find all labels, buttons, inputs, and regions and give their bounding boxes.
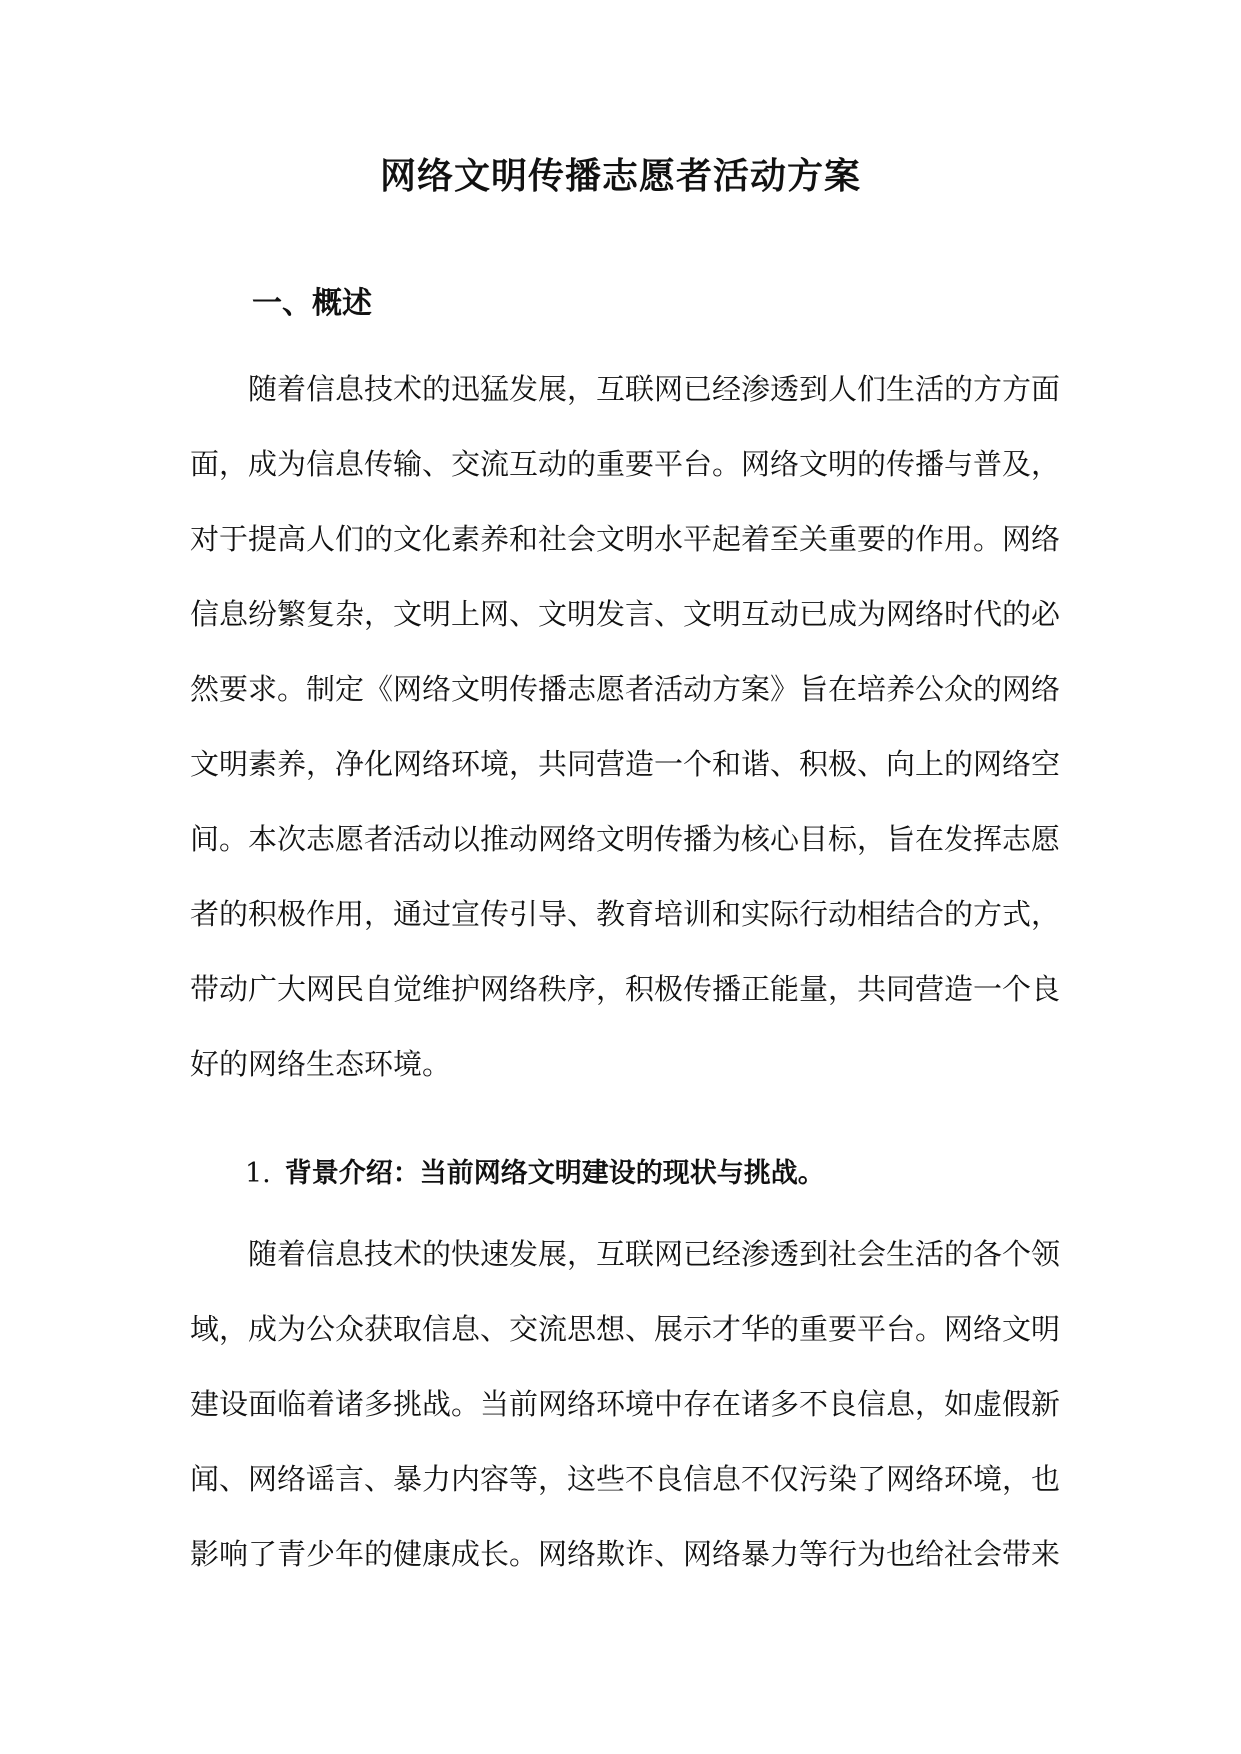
paragraph-line: 信息纷繁复杂，文明上网、文明发言、文明互动已成为网络时代的必 <box>190 597 1061 631</box>
paragraph-line: 带动广大网民自觉维护网络秩序，积极传播正能量，共同营造一个良 <box>190 972 1061 1006</box>
document-title: 网络文明传播志愿者活动方案 <box>379 155 861 197</box>
paragraph-line: 随着信息技术的迅猛发展，互联网已经渗透到人们生活的方方面 <box>190 372 1061 406</box>
subheading-text: 背景介绍：当前网络文明建设的现状与挑战。 <box>284 1158 825 1189</box>
paragraph-line: 间。本次志愿者活动以推动网络文明传播为核心目标，旨在发挥志愿 <box>190 822 1061 856</box>
subheading-number: 1. <box>245 1158 271 1189</box>
paragraph-line: 好的网络生态环境。 <box>190 1047 452 1081</box>
paragraph-line: 文明素养，净化网络环境，共同营造一个和谐、积极、向上的网络空 <box>190 747 1061 781</box>
paragraph-line: 随着信息技术的快速发展，互联网已经渗透到社会生活的各个领 <box>190 1237 1061 1271</box>
paragraph-line: 对于提高人们的文化素养和社会文明水平起着至关重要的作用。网络 <box>190 522 1061 556</box>
paragraph-line: 建设面临着诸多挑战。当前网络环境中存在诸多不良信息，如虚假新 <box>190 1387 1061 1421</box>
subheading-background <box>245 1152 825 1196</box>
paragraph-background <box>190 1217 1061 1592</box>
paragraph-line: 影响了青少年的健康成长。网络欺诈、网络暴力等行为也给社会带来 <box>190 1537 1061 1571</box>
paragraph-line: 者的积极作用，通过宣传引导、教育培训和实际行动相结合的方式， <box>190 897 1061 931</box>
paragraph-line: 闻、网络谣言、暴力内容等，这些不良信息不仅污染了网络环境，也 <box>190 1462 1061 1496</box>
paragraph-line: 域，成为公众获取信息、交流思想、展示才华的重要平台。网络文明 <box>190 1312 1061 1346</box>
paragraph-line: 面，成为信息传输、交流互动的重要平台。网络文明的传播与普及， <box>190 447 1061 481</box>
section-heading: 一、概述 <box>252 286 372 321</box>
paragraph-line: 然要求。制定《网络文明传播志愿者活动方案》旨在培养公众的网络 <box>190 672 1061 706</box>
paragraph-overview <box>190 352 1061 1102</box>
